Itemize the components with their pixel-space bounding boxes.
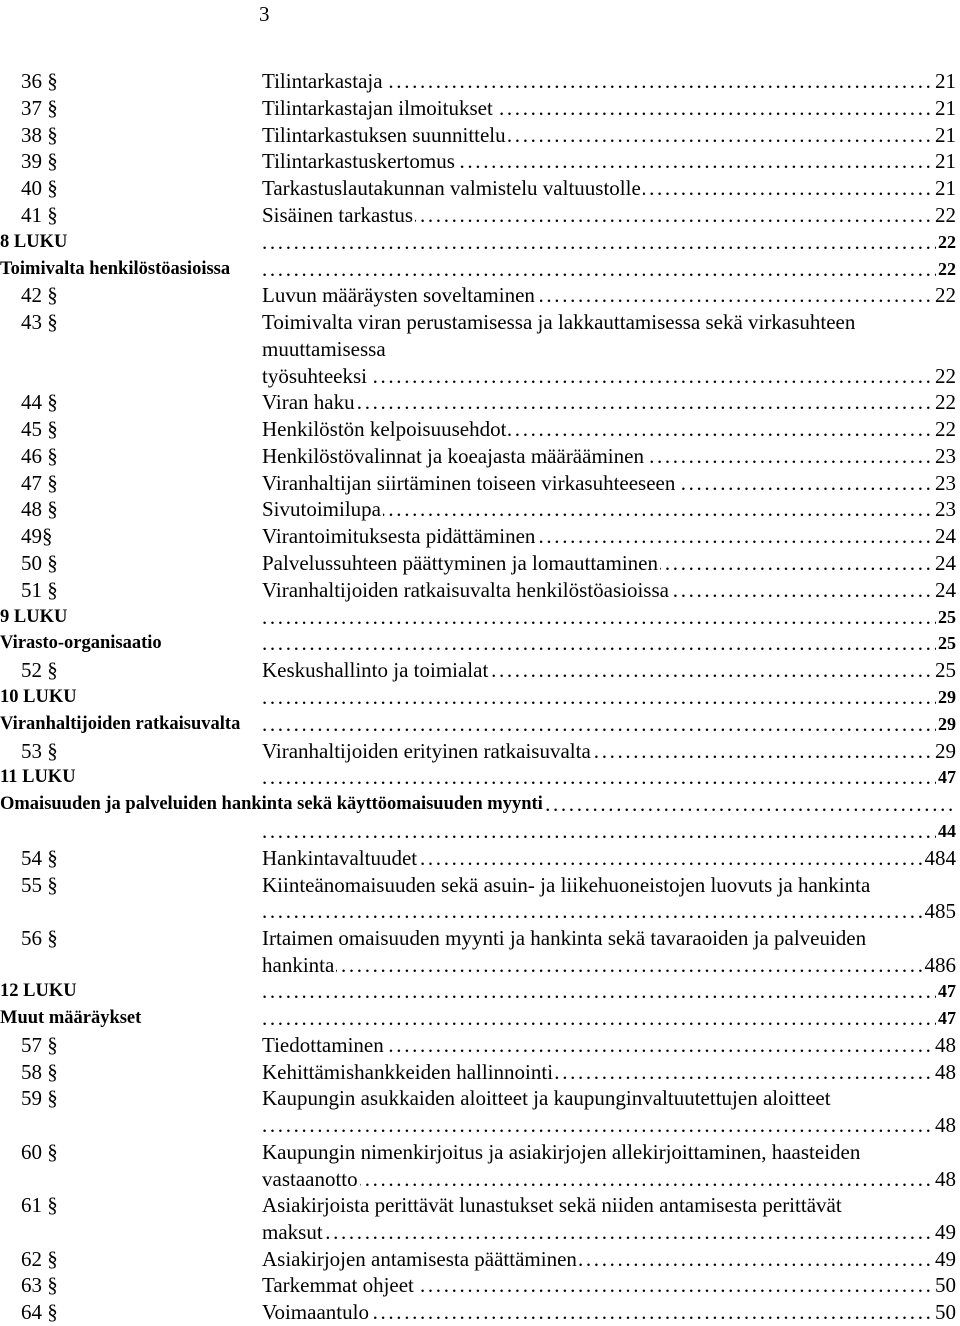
entry-title: Voimaantulo <box>262 1300 369 1325</box>
toc-line <box>0 818 960 845</box>
toc-line <box>0 711 960 738</box>
toc-line <box>0 282 960 309</box>
page-ref: 22 <box>935 363 956 388</box>
toc-line <box>0 577 960 604</box>
page-ref: 25 <box>936 630 956 656</box>
chapter-label: 10 LUKU <box>0 684 79 710</box>
section-number: 59 § <box>21 1086 58 1111</box>
entry-title: Viranhaltijoiden ratkaisuvalta henkilöstöasioissa <box>262 577 669 602</box>
entry-title: Luvun määräysten soveltaminen <box>262 283 535 308</box>
toc-line <box>0 978 960 1005</box>
page-ref: 47 <box>936 1005 956 1031</box>
entry-title: Asiakirjoista perittävät lunastukset sekä niiden antamisesta perittävät <box>262 1193 842 1218</box>
section-number: 52 § <box>21 658 58 683</box>
chapter-heading: Toimivalta henkilöstöasioissa <box>0 256 232 282</box>
toc-line <box>0 791 960 818</box>
toc-line <box>0 1085 960 1112</box>
page-ref: 29 <box>935 738 956 763</box>
leader-dots <box>262 1219 956 1245</box>
entry-title: Palvelussuhteen päättyminen ja lomauttaminen <box>262 550 658 575</box>
section-number: 64 § <box>21 1300 58 1325</box>
section-number: 41 § <box>21 202 58 227</box>
section-number: 57 § <box>21 1032 58 1057</box>
section-number: 60 § <box>21 1139 58 1164</box>
toc-line <box>0 1299 960 1326</box>
chapter-heading: Muut määräykset <box>0 1005 143 1031</box>
page-ref: 486 <box>924 952 956 977</box>
page-ref: 44 <box>936 818 956 844</box>
toc-line <box>0 389 960 416</box>
page-ref: 48 <box>935 1059 956 1084</box>
section-number: 49§ <box>21 524 53 549</box>
page-ref: 49 <box>935 1220 956 1245</box>
toc-line <box>0 604 960 631</box>
toc-line <box>0 1272 960 1299</box>
section-number: 63 § <box>21 1273 58 1298</box>
toc-line <box>0 738 960 765</box>
toc-line <box>0 1005 960 1032</box>
entry-title: Virantoimituksesta pidättäminen <box>262 524 536 549</box>
page-ref: 21 <box>935 122 956 147</box>
page-ref: 48 <box>935 1166 956 1191</box>
toc-line <box>0 229 960 256</box>
entry-title: Toimivalta viran perustamisessa ja lakkauttamisessa sekä virkasuhteen <box>262 310 856 335</box>
toc-line <box>0 363 960 390</box>
entry-title: Hankintavaltuudet <box>262 845 418 870</box>
toc-line <box>0 1166 960 1193</box>
entry-title: Tarkemmat ohjeet <box>262 1273 414 1298</box>
entry-title: Henkilöstövalinnat ja koeajasta määrääminen <box>262 443 644 468</box>
entry-title: Tilintarkastajan ilmoitukset <box>262 95 493 120</box>
page-ref: 47 <box>936 978 956 1004</box>
section-number: 45 § <box>21 416 58 441</box>
section-number: 62 § <box>21 1246 58 1271</box>
leader-dots <box>262 684 956 710</box>
page-ref: 50 <box>935 1273 956 1298</box>
toc-line <box>0 122 960 149</box>
section-number: 37 § <box>21 95 58 120</box>
toc-line <box>0 309 960 336</box>
entry-title: Kiinteänomaisuuden sekä asuin- ja liikehuoneistojen luovuts ja hankinta <box>262 872 871 897</box>
toc-line <box>0 496 960 523</box>
toc-line <box>0 256 960 283</box>
page-ref: 24 <box>935 524 956 549</box>
entry-title-cont: muuttamisessa <box>262 336 386 361</box>
chapter-heading: Viranhaltijoiden ratkaisuvalta <box>0 711 242 737</box>
leader-dots <box>262 818 956 844</box>
leader-dots <box>262 604 956 630</box>
toc-line <box>0 443 960 470</box>
page-ref: 22 <box>935 283 956 308</box>
page-ref: 485 <box>924 899 956 924</box>
entry-title: Irtaimen omaisuuden myynti ja hankinta sekä tavaraoiden ja palveuiden <box>262 925 867 950</box>
page-ref: 22 <box>935 390 956 415</box>
toc-line <box>0 1059 960 1086</box>
toc-line <box>0 175 960 202</box>
chapter-label: 8 LUKU <box>0 229 69 255</box>
entry-title: Tilintarkastuskertomus <box>262 149 455 174</box>
toc-line <box>0 416 960 443</box>
toc-line <box>0 898 960 925</box>
section-number: 61 § <box>21 1193 58 1218</box>
leader-dots <box>262 898 956 924</box>
page-ref: 50 <box>935 1300 956 1325</box>
chapter-label: 11 LUKU <box>0 764 78 790</box>
page-ref: 25 <box>935 658 956 683</box>
toc-line <box>0 630 960 657</box>
toc-line <box>0 202 960 229</box>
section-number: 54 § <box>21 845 58 870</box>
page-ref: 21 <box>935 69 956 93</box>
chapter-label: 12 LUKU <box>0 978 79 1004</box>
section-number: 39 § <box>21 149 58 174</box>
entry-title: Viran haku <box>262 390 355 415</box>
entry-title: Kaupungin nimenkirjoitus ja asiakirjojen allekirjoittaminen, haasteiden <box>262 1139 861 1164</box>
leader-dots <box>262 229 956 255</box>
leader-dots <box>262 978 956 1004</box>
toc-line <box>0 845 960 872</box>
toc-line <box>0 764 960 791</box>
page-ref: 21 <box>935 149 956 174</box>
toc-line <box>0 523 960 550</box>
entry-title: Viranhaltijan siirtäminen toiseen virkasuhteeseen <box>262 470 676 495</box>
toc-line <box>0 68 960 95</box>
page-ref: 21 <box>935 95 956 120</box>
section-number: 36 § <box>21 69 58 93</box>
page-ref: 484 <box>924 845 956 870</box>
leader-dots <box>262 711 956 737</box>
page-number: 3 <box>259 2 270 26</box>
page-ref: 29 <box>936 684 956 710</box>
toc-line <box>0 684 960 711</box>
leader-dots <box>262 1112 956 1138</box>
toc-line <box>0 872 960 899</box>
chapter-label: 9 LUKU <box>0 604 69 630</box>
entry-title: Tilintarkastaja <box>262 69 383 93</box>
toc-line <box>0 952 960 979</box>
toc-line <box>0 550 960 577</box>
page-ref: 29 <box>936 711 956 737</box>
entry-title: Asiakirjojen antamisesta päättäminen <box>262 1246 577 1271</box>
section-number: 56 § <box>21 925 58 950</box>
page-ref: 48 <box>935 1113 956 1138</box>
leader-dots <box>262 1005 956 1031</box>
chapter-heading: Virasto-organisaatio <box>0 630 164 656</box>
entry-title: Kaupungin asukkaiden aloitteet ja kaupunginvaltuutettujen aloitteet <box>262 1086 831 1111</box>
section-number: 51 § <box>21 577 58 602</box>
entry-title: Tiedottaminen <box>262 1032 384 1057</box>
entry-title: Henkilöstön kelpoisuusehdot <box>262 416 507 441</box>
section-number: 38 § <box>21 122 58 147</box>
toc-line <box>0 95 960 122</box>
toc-line <box>0 1246 960 1273</box>
entry-title: Sisäinen tarkastus <box>262 202 414 227</box>
section-number: 50 § <box>21 550 58 575</box>
section-number: 46 § <box>21 443 58 468</box>
toc-line <box>0 1219 960 1246</box>
page-ref: 49 <box>935 1246 956 1271</box>
toc-line <box>0 1192 960 1219</box>
toc-line <box>0 925 960 952</box>
toc-line <box>0 1139 960 1166</box>
section-number: 58 § <box>21 1059 58 1084</box>
leader-dots <box>262 952 956 978</box>
entry-title-cont: vastaanotto <box>262 1166 358 1191</box>
leader-dots <box>262 630 956 656</box>
entry-title: Sivutoimilupa <box>262 497 382 522</box>
chapter-heading: Omaisuuden ja palveluiden hankinta sekä käyttöomaisuuden myynti <box>0 791 545 817</box>
page-ref: 47 <box>936 764 956 790</box>
leader-dots <box>262 389 956 415</box>
section-number: 42 § <box>21 283 58 308</box>
page-ref: 23 <box>935 470 956 495</box>
page-ref: 21 <box>935 176 956 201</box>
page-ref: 22 <box>936 256 956 282</box>
section-number: 44 § <box>21 390 58 415</box>
page-ref: 24 <box>935 550 956 575</box>
page-ref: 22 <box>935 202 956 227</box>
section-number: 48 § <box>21 497 58 522</box>
leader-dots <box>262 764 956 790</box>
entry-title: Viranhaltijoiden erityinen ratkaisuvalta <box>262 738 591 763</box>
page-ref: 22 <box>935 416 956 441</box>
entry-title: Tarkastuslautakunnan valmistelu valtuustolle <box>262 176 641 201</box>
toc-line <box>0 1112 960 1139</box>
entry-title: Keskushallinto ja toimialat <box>262 658 489 683</box>
leader-dots <box>262 256 956 282</box>
page-ref: 24 <box>935 577 956 602</box>
section-number: 53 § <box>21 738 58 763</box>
toc-line <box>0 336 960 363</box>
section-number: 47 § <box>21 470 58 495</box>
section-number: 43 § <box>21 310 58 335</box>
page-ref: 23 <box>935 443 956 468</box>
section-number: 55 § <box>21 872 58 897</box>
page-ref: 48 <box>935 1032 956 1057</box>
entry-title-cont: hankinta <box>262 952 335 977</box>
page-ref: 25 <box>936 604 956 630</box>
table-of-contents <box>0 68 960 1326</box>
entry-title: Kehittämishankkeiden hallinnointi <box>262 1059 554 1084</box>
toc-line <box>0 657 960 684</box>
leader-dots <box>262 1166 956 1192</box>
toc-line <box>0 470 960 497</box>
entry-title-cont: työsuhteeksi <box>262 363 367 388</box>
page-ref: 23 <box>935 497 956 522</box>
page-ref: 22 <box>936 229 956 255</box>
toc-line <box>0 148 960 175</box>
toc-line <box>0 1032 960 1059</box>
entry-title: Tilintarkastuksen suunnittelu <box>262 122 506 147</box>
section-number: 40 § <box>21 176 58 201</box>
entry-title-cont: maksut <box>262 1220 323 1245</box>
